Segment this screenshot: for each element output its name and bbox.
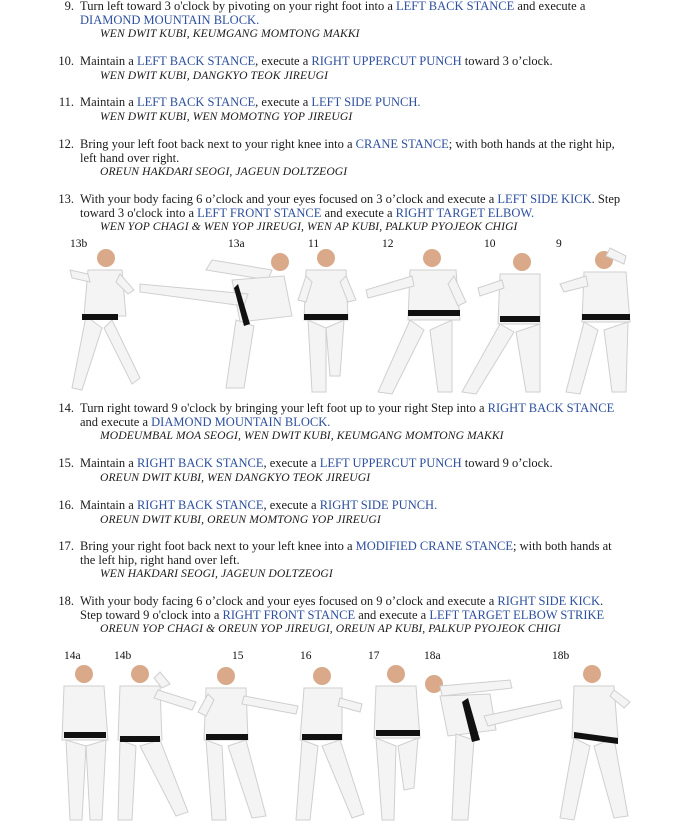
technique-term: RIGHT FRONT STANCE bbox=[222, 607, 356, 622]
step-text bbox=[80, 96, 662, 123]
photo-label: 11 bbox=[308, 238, 320, 250]
photo-label: 9 bbox=[556, 238, 562, 250]
instruction-text: , execute a bbox=[263, 498, 320, 512]
step-15 bbox=[58, 456, 662, 484]
photo-label: 13b bbox=[70, 238, 88, 250]
technique-term: LEFT FRONT STANCE bbox=[197, 205, 322, 220]
technique-term: RIGHT UPPERCUT PUNCH bbox=[311, 54, 462, 68]
korean-terms: WEN YOP CHAGI & WEN YOP JIREUGI, WEN AP KUBI, PALKUP PYOJEOK CHIGI bbox=[100, 220, 518, 234]
step-text bbox=[80, 457, 662, 484]
figure-17 bbox=[374, 665, 420, 820]
step-18 bbox=[58, 594, 662, 636]
instruction-text: toward 3 o’clock. bbox=[461, 54, 553, 68]
photo-label: 18a bbox=[424, 650, 441, 662]
instruction-text: toward 3 o'clock into a bbox=[80, 205, 198, 220]
step-16 bbox=[58, 498, 662, 526]
figure-10 bbox=[462, 253, 540, 394]
instruction-text: Maintain a bbox=[80, 54, 137, 68]
instruction-text: Turn left toward 3 o'clock by pivoting on your right foot into a bbox=[80, 0, 396, 13]
korean-terms: WEN DWIT KUBI, KEUMGANG MOMTONG MAKKI bbox=[100, 27, 360, 41]
step-number: 13. bbox=[58, 192, 74, 206]
technique-term: RIGHT TARGET ELBOW. bbox=[395, 205, 535, 220]
instruction-text: the left hip, right hand over left. bbox=[80, 552, 240, 567]
step-text-line bbox=[80, 152, 662, 166]
technique-term: LEFT SIDE PUNCH. bbox=[311, 95, 421, 109]
figure-9 bbox=[560, 248, 630, 394]
instruction-text: left hand over right. bbox=[80, 150, 180, 165]
step-text bbox=[80, 540, 662, 581]
korean-terms: WEN HAKDARI SEOGI, JAGEUN DOLTZEOGI bbox=[100, 567, 333, 581]
step-9 bbox=[62, 0, 662, 41]
step-number: 9. bbox=[64, 0, 74, 13]
korean-terms: MODEUMBAL MOA SEOGI, WEN DWIT KUBI, KEUMGANG MOMTONG MAKKI bbox=[100, 429, 504, 443]
instruction-text: Maintain a bbox=[80, 95, 137, 109]
figure-11 bbox=[298, 249, 356, 392]
instruction-text: With your body facing 6 o’clock and your eyes focused on 3 o’clock and execute a bbox=[80, 192, 498, 206]
instruction-text: Turn right toward 9 o'clock by bringing your left foot up to your right Step into a bbox=[80, 401, 488, 415]
technique-term: CRANE STANCE bbox=[355, 137, 449, 151]
photo-label: 15 bbox=[232, 650, 244, 662]
technique-term: LEFT BACK STANCE bbox=[136, 95, 256, 109]
technique-term: RIGHT BACK STANCE bbox=[487, 401, 615, 415]
step-text bbox=[80, 499, 662, 526]
instruction-text: . bbox=[599, 594, 604, 608]
instruction-text: , execute a bbox=[255, 95, 312, 109]
step-text-line bbox=[80, 14, 662, 28]
figure-18a bbox=[425, 675, 562, 820]
technique-term: LEFT SIDE KICK bbox=[497, 192, 592, 206]
step-13 bbox=[58, 192, 662, 234]
step-number: 14. bbox=[58, 401, 74, 415]
instruction-text: toward 9 o’clock. bbox=[461, 456, 553, 470]
step-text bbox=[80, 402, 662, 443]
step-17 bbox=[58, 539, 662, 581]
step-number: 15. bbox=[58, 456, 74, 470]
step-number: 11. bbox=[58, 95, 74, 109]
instruction-text: Bring your left foot back next to your right knee into a bbox=[80, 137, 356, 151]
instruction-text: and execute a bbox=[514, 0, 586, 13]
technique-term: RIGHT BACK STANCE bbox=[136, 498, 264, 512]
figure-16 bbox=[296, 667, 364, 820]
technique-term: DIAMOND MOUNTAIN BLOCK. bbox=[151, 414, 331, 429]
figure-14a bbox=[62, 665, 108, 820]
step-12 bbox=[58, 137, 662, 179]
instruction-text: , execute a bbox=[255, 54, 312, 68]
step-number: 10. bbox=[58, 54, 74, 68]
technique-term: LEFT BACK STANCE bbox=[136, 54, 256, 68]
technique-term: RIGHT BACK STANCE bbox=[136, 456, 264, 470]
step-text-line bbox=[80, 416, 662, 430]
technique-term: RIGHT SIDE PUNCH. bbox=[319, 498, 438, 512]
instruction-text: and execute a bbox=[355, 607, 430, 622]
figure-13b bbox=[70, 249, 140, 390]
instruction-text: Step toward 9 o'clock into a bbox=[80, 607, 223, 622]
korean-terms: OREUN HAKDARI SEOGI, JAGEUN DOLTZEOGI bbox=[100, 165, 348, 179]
instruction-text: ; with both hands at bbox=[512, 539, 612, 553]
step-text-line bbox=[80, 207, 662, 221]
photo-label: 18b bbox=[552, 650, 570, 662]
photo-label: 12 bbox=[382, 238, 394, 250]
photo-strip-bottom bbox=[0, 650, 696, 830]
photo-label: 13a bbox=[228, 238, 245, 250]
step-11 bbox=[58, 95, 662, 123]
step-number: 17. bbox=[58, 539, 74, 553]
instruction-text: . Step bbox=[591, 192, 621, 206]
korean-terms: OREUN YOP CHAGI & OREUN YOP JIREUGI, OREUN AP KUBI, PALKUP PYOJEOK CHIGI bbox=[100, 622, 561, 636]
instruction-text: and execute a bbox=[80, 414, 152, 429]
step-number: 16. bbox=[58, 498, 74, 512]
instruction-text: ; with both hands at the right hip, bbox=[448, 137, 615, 151]
instruction-text: Maintain a bbox=[80, 456, 137, 470]
instruction-text: and execute a bbox=[321, 205, 396, 220]
martial-arts-figures-bottom bbox=[0, 650, 696, 830]
technique-term: LEFT UPPERCUT PUNCH bbox=[319, 456, 462, 470]
korean-terms: OREUN DWIT KUBI, OREUN MOMTONG YOP JIREUGI bbox=[100, 512, 381, 526]
korean-terms: WEN DWIT KUBI, DANGKYO TEOK JIREUGI bbox=[100, 68, 329, 82]
figure-14b bbox=[118, 665, 196, 820]
instruction-text: With your body facing 6 o’clock and your eyes focused on 9 o’clock and execute a bbox=[80, 594, 498, 608]
figure-12 bbox=[366, 249, 466, 394]
technique-term: DIAMOND MOUNTAIN BLOCK. bbox=[80, 12, 260, 27]
figure-13a bbox=[140, 253, 292, 388]
step-10 bbox=[58, 54, 662, 82]
photo-label: 14b bbox=[114, 650, 132, 662]
instruction-text: , execute a bbox=[263, 456, 320, 470]
step-text bbox=[80, 55, 662, 82]
step-text bbox=[80, 595, 662, 636]
step-text bbox=[80, 193, 662, 234]
step-text bbox=[80, 138, 662, 179]
technique-term: LEFT TARGET ELBOW STRIKE bbox=[429, 607, 605, 622]
step-text bbox=[80, 0, 662, 41]
instruction-text: Maintain a bbox=[80, 498, 137, 512]
martial-arts-figures-top bbox=[0, 236, 696, 402]
instruction-text: Bring your right foot back next to your left knee into a bbox=[80, 539, 356, 553]
photo-label: 17 bbox=[368, 650, 380, 662]
photo-strip-top bbox=[0, 236, 696, 402]
step-text-line bbox=[80, 609, 662, 623]
step-14 bbox=[58, 401, 662, 443]
korean-terms: WEN DWIT KUBI, WEN MOMOTNG YOP JIREUGI bbox=[100, 109, 353, 123]
technique-term: MODIFIED CRANE STANCE bbox=[355, 539, 513, 553]
step-number: 12. bbox=[58, 137, 74, 151]
photo-label: 16 bbox=[300, 650, 312, 662]
figure-18b bbox=[560, 665, 630, 820]
technique-term: RIGHT SIDE KICK bbox=[497, 594, 600, 608]
photo-label: 10 bbox=[484, 238, 496, 250]
photo-label: 14a bbox=[64, 650, 81, 662]
figure-15 bbox=[198, 667, 298, 820]
korean-terms: OREUN DWIT KUBI, WEN DANGKYO TEOK JIREUGI bbox=[100, 470, 371, 484]
step-text-line bbox=[80, 554, 662, 568]
step-number: 18. bbox=[58, 594, 74, 608]
technique-term: LEFT BACK STANCE bbox=[396, 0, 515, 13]
